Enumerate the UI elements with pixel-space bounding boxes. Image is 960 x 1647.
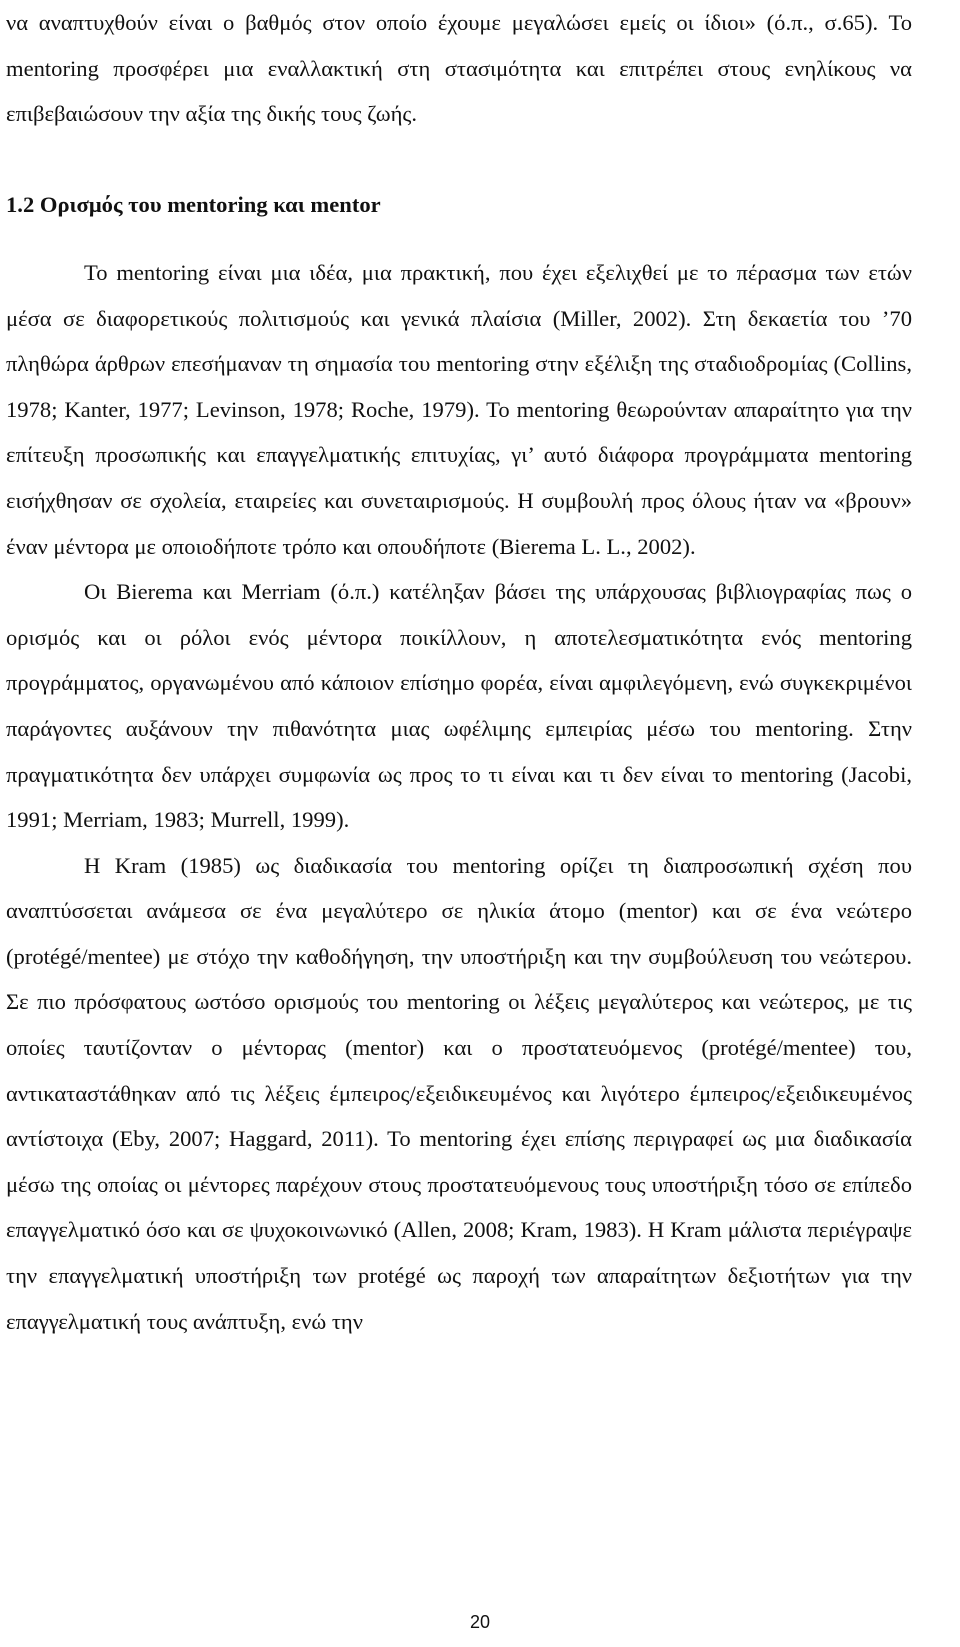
paragraph-2: Οι Bierema και Merriam (ό.π.) κατέληξαν βάσει της υπάρχουσας βιβλιογραφίας πως ο ορισμός και οι ρόλοι ενός μέντορα ποικίλλουν, η αποτελεσματικότητα ενός mentoring προγράμματος, οργανωμένου από κάποιον επίσημο φορέα, είναι αμφιλεγόμενη, ενώ συγκεκριμένοι παράγοντες αυξάνουν την πιθανότητα μιας ωφέλιμης εμπειρίας μέσω του mentoring. Στην πραγματικότητα δεν υπάρχει συμφωνία ως προς το τι είναι και τι δεν είναι το mentoring (Jacobi, 1991; Merriam, 1983; Murrell, 1999). bbox=[6, 579, 912, 833]
continuation-paragraph: να αναπτυχθούν είναι ο βαθμός στον οποίο έχουμε μεγαλώσει εμείς οι ίδιοι» (ό.π., σ.65). Το mentoring προσφέρει μια εναλλακτική στη στασιμότητα και επιτρέπει στους ενηλίκους να επιβεβαιώσουν την αξία της δικής τους ζωής. bbox=[6, 10, 912, 127]
section-heading: 1.2 Ορισμός του mentoring και mentor bbox=[6, 192, 381, 218]
paragraph-1: Το mentoring είναι μια ιδέα, μια πρακτική, που έχει εξελιχθεί με το πέρασμα των ετών μέσα σε διαφορετικούς πολιτισμούς και γενικά πλαίσια (Miller, 2002). Στη δεκαετία του ’70 πληθώρα άρθρων επεσήμαναν τη σημασία του mentoring στην εξέλιξη της σταδιοδρομίας (Collins, 1978; Kanter, 1977; Levinson, 1978; Roche, 1979). Το mentoring θεωρούνταν απαραίτητο για την επίτευξη προσωπικής και επαγγελματικής επιτυχίας, γι’ αυτό διάφορα προγράμματα mentoring εισήχθησαν σε σχολεία, εταιρείες και συνεταιρισμούς. Η συμβουλή προς όλους ήταν να «βρουν» έναν μέντορα με οποιοδήποτε τρόπο και οπουδήποτε (Bierema L. L., 2002). bbox=[6, 259, 912, 559]
page-number: 20 bbox=[469, 1612, 491, 1632]
paragraph-3: Η Kram (1985) ως διαδικασία του mentoring ορίζει τη διαπροσωπική σχέση που αναπτύσσεται ανάμεσα σε ένα μεγαλύτερο σε ηλικία άτομο (mentor) και σε ένα νεώτερο (protégé/mentee) με στόχο την καθοδήγηση, την υποστήριξη και την συμβούλευση του νεώτερου. Σε πιο πρόσφατους ωστόσο ορισμούς του mentoring οι λέξεις μεγαλύτερος και νεώτερος, με τις οποίες ταυτίζονταν ο μέντορας (mentor) και ο προστατευόμενος (protégé/mentee) του, αντικαταστάθηκαν από τις λέξεις έμπειρος/εξειδικευμένος και λιγότερο έμπειρος/εξειδικευμένος αντίστοιχα (Eby, 2007; Haggard, 2011). Το mentoring έχει επίσης περιγραφεί ως μια διαδικασία μέσω της οποίας οι μέντορες παρέχουν στους προστατευόμενους τους υποστήριξη τόσο σε επίπεδο επαγγελματικό όσο και σε ψυχοκοινωνικό (Allen, 2008; Kram, 1983). Η Kram μάλιστα περιέγραψε την επαγγελματική υποστήριξη των protégé ως παροχή των απαραίτητων δεξιοτήτων για την επαγγελματική τους ανάπτυξη, ενώ την bbox=[6, 852, 912, 1334]
body-text bbox=[6, 0, 912, 1344]
